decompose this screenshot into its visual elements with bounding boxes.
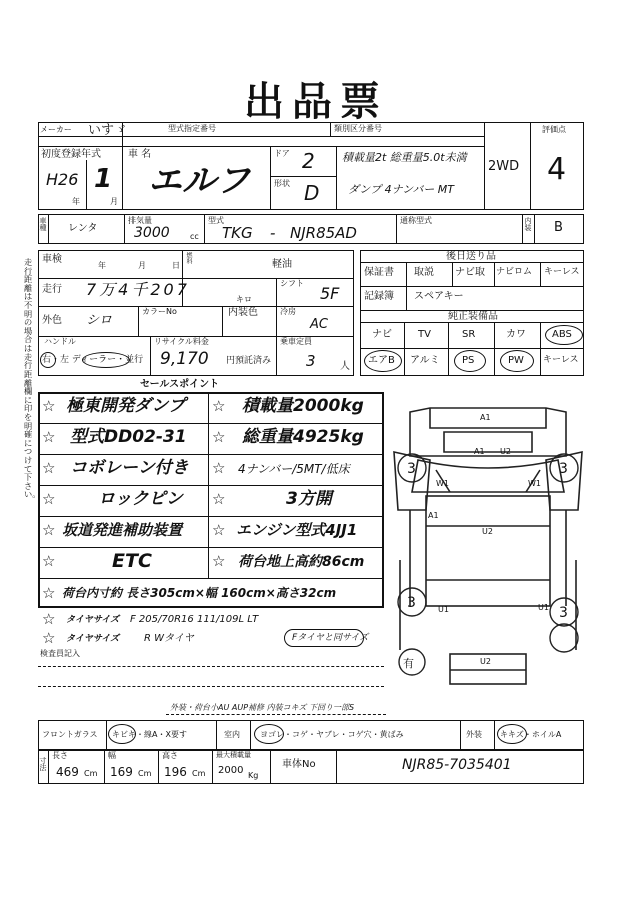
score-value: 4	[547, 152, 567, 187]
vin-value: NJR85-7035401	[402, 757, 512, 773]
sales-point-2a: 型式DD02-31	[70, 427, 187, 447]
exterior-circle	[497, 724, 527, 744]
equip-leather: カワ	[506, 329, 526, 340]
star-6a: ☆	[42, 552, 56, 570]
door-label: ドア	[274, 149, 290, 158]
era-value: H26	[46, 170, 79, 189]
equip-navi: ナビ	[372, 329, 392, 340]
bed-dimensions: 荷台内寸約 長さ305cm×幅 160cm×高さ32cm	[62, 586, 337, 600]
use-label: 車種	[39, 217, 47, 231]
type-code: NJR85AD	[290, 224, 357, 242]
length-unit: Cm	[84, 769, 98, 778]
door-value: 2	[302, 149, 315, 173]
abs-circle	[545, 325, 583, 345]
star-8: ☆	[42, 610, 56, 628]
displacement-label: 排気量	[128, 216, 152, 225]
mark-u1-left: U1	[438, 605, 449, 614]
sales-point-6a: ETC	[112, 550, 152, 572]
shape-value: D	[304, 181, 320, 205]
equip-pw: PW	[508, 355, 524, 366]
fuel-value: 軽油	[272, 259, 292, 270]
length-value: 469	[56, 765, 79, 779]
windshield-value: キビキ・線A・X要す	[112, 730, 187, 739]
mark-w1-right: W1	[528, 479, 541, 488]
record-label: 記録簿	[364, 291, 394, 302]
star-5a: ☆	[42, 521, 56, 539]
cooling-value: AC	[310, 317, 328, 332]
equip-sr: SR	[462, 329, 476, 340]
height-unit: Cm	[192, 769, 206, 778]
doc-navi-manual: ナビ取	[455, 267, 485, 278]
mark-a1-front: A1	[480, 413, 491, 422]
mark-u2-bed: U2	[482, 527, 493, 536]
recycle-note: 円預託済み	[226, 356, 272, 366]
star-9: ☆	[42, 629, 56, 647]
star-2a: ☆	[42, 428, 56, 446]
weight-value: 2000	[218, 765, 244, 776]
tire-label-2: タイヤサイズ	[66, 634, 120, 644]
inspection-year: 年	[98, 261, 106, 270]
sales-title: セールスポイント	[140, 379, 220, 390]
sales-points	[38, 392, 384, 608]
inspection-month: 月	[138, 261, 146, 270]
star-4a: ☆	[42, 490, 56, 508]
mileage-value: 7万4千207	[86, 280, 190, 299]
weight-label: 最大積載量	[216, 751, 251, 759]
weight-unit: Kg	[248, 771, 259, 780]
use-value: レンタ	[68, 223, 98, 234]
sales-point-1a: 極東開発ダンプ	[66, 396, 186, 416]
shift-value: 5F	[320, 284, 340, 303]
mark-3-rl: 3	[407, 595, 416, 611]
first-reg-label: 初度登録年式	[41, 149, 101, 160]
handle-label: ハンドル	[44, 337, 76, 346]
damage-diagram	[388, 400, 588, 692]
shape-label: 形状	[274, 179, 290, 188]
category-label: 類別区分番号	[334, 124, 382, 133]
type-dash: -	[270, 224, 276, 242]
handle-value: 右・左 ディーラー・並行	[42, 355, 144, 365]
star-3b: ☆	[212, 459, 226, 477]
tire-label-1: タイヤサイズ	[66, 615, 120, 625]
mark-u1-right: U1	[538, 603, 549, 612]
equip-keyless: キーレス	[543, 355, 579, 365]
mark-w1-left: W1	[436, 479, 449, 488]
inspection-day: 日	[172, 261, 180, 270]
cooling-label: 冷房	[280, 307, 296, 316]
km-unit: キロ	[236, 295, 252, 304]
tire-note: Fタイヤと同サイズ	[292, 633, 369, 643]
type-label: 型式	[208, 216, 224, 225]
inspection-label: 車検	[42, 254, 62, 265]
fuel-label: 燃料	[185, 252, 192, 264]
handle-right-circle	[40, 352, 56, 368]
mileage-label: 走行	[42, 284, 62, 295]
width-unit: Cm	[138, 769, 152, 778]
sales-point-2b: 総重量4925kg	[242, 427, 364, 447]
maker-label: メーカー	[40, 125, 72, 134]
equip-alloy: アルミ	[410, 355, 440, 366]
star-7: ☆	[42, 584, 56, 602]
equip-title: 純正装備品	[448, 311, 498, 322]
capacity-label: 乗車定員	[280, 337, 312, 346]
doc-warranty: 保証書	[364, 267, 394, 278]
color-no-label: カラーNo	[142, 307, 177, 316]
mark-3-fl: 3	[407, 461, 416, 477]
type-prefix: TKG	[222, 224, 253, 242]
interior-cond-label: 室内	[224, 730, 240, 739]
month-unit: 月	[110, 197, 118, 206]
doc-keyless: キーレス	[544, 267, 580, 277]
inspector-label: 検査員記入	[40, 649, 80, 658]
vin-label: 車体No	[282, 759, 316, 770]
equip-airbag: エアB	[368, 355, 395, 366]
recycle-value: 9,170	[160, 349, 209, 369]
capacity-value: 3	[306, 352, 316, 370]
equip-tv: TV	[418, 329, 431, 340]
exterior-label: 外装	[466, 730, 482, 739]
interior-color-label: 内装色	[228, 307, 258, 318]
sales-point-3b: 4ナンバー/5MT/低床	[238, 462, 350, 476]
height-value: 196	[164, 765, 187, 779]
sales-point-1b: 積載量2000kg	[242, 396, 364, 416]
sales-point-4a: ロックピン	[98, 489, 183, 509]
interior-circle	[254, 724, 284, 744]
sales-point-4b: 3方開	[286, 489, 332, 509]
width-value: 169	[110, 765, 133, 779]
spare-key: スペアキー	[414, 291, 464, 302]
year-unit: 年	[72, 197, 80, 206]
windshield-circle	[108, 724, 136, 744]
doc-navi-rom: ナビロム	[496, 267, 533, 277]
star-1a: ☆	[42, 397, 56, 415]
tire-front: F 205/70R16 111/109L LT	[130, 614, 259, 625]
windshield-label: フロントガラス	[42, 730, 98, 739]
star-3a: ☆	[42, 459, 56, 477]
airbag-circle	[364, 350, 402, 372]
length-label: 長さ	[52, 751, 68, 760]
mark-u2-rear: U2	[480, 657, 491, 666]
docs-title: 後日送り品	[446, 251, 496, 262]
color-label: 外色	[42, 315, 62, 326]
drive-value: 2WD	[488, 159, 520, 174]
car-name-label: 車 名	[128, 149, 152, 160]
side-note: 走行距離は不明の場合は走行距離欄に印を明確につけて下さい。	[24, 257, 41, 500]
mark-present: 有	[403, 657, 414, 670]
car-name: エルフ	[148, 161, 250, 201]
handle-dealer-circle	[82, 352, 130, 368]
color-value: シロ	[86, 313, 113, 328]
interior-grade: B	[554, 220, 563, 235]
sales-point-3a: コボレーン付き	[70, 458, 189, 478]
star-4b: ☆	[212, 490, 226, 508]
mark-u2-hood: U2	[500, 447, 511, 456]
interior-label: 内装	[524, 217, 532, 231]
shift-label: シフト	[280, 279, 304, 288]
footer-notes: 外装・荷台小AU AUP補修 内装コキズ 下回り一部S	[170, 703, 355, 712]
sales-point-6b: 荷台地上高約86cm	[238, 554, 365, 570]
capacity-unit: 人	[340, 361, 350, 372]
ps-circle	[454, 350, 486, 372]
mark-a1-bed: A1	[428, 511, 439, 520]
score-label: 評価点	[542, 125, 566, 134]
wheel-marks	[398, 454, 578, 675]
star-5b: ☆	[212, 521, 226, 539]
load-desc: 積載量2t 総重量5.0t未満	[342, 151, 467, 164]
star-6b: ☆	[212, 552, 226, 570]
tire-rear: R Wタイヤ	[144, 633, 194, 644]
model-spec-label: 型式指定番号	[168, 124, 216, 133]
tsuka-label: 通称型式	[400, 216, 432, 225]
interior-cond-value: ヨゴレ・コゲ・ヤブレ・コゲ穴・黄ばみ	[260, 730, 404, 739]
reg-number: 1	[94, 164, 113, 194]
doc-manual: 取説	[414, 267, 434, 278]
recycle-label: リサイクル料金	[154, 337, 209, 346]
displacement-value: 3000	[134, 225, 170, 241]
star-2b: ☆	[212, 428, 226, 446]
height-label: 高さ	[162, 751, 178, 760]
exterior-value: キキズ・ホイルA	[500, 730, 562, 739]
tire-note-circle	[284, 629, 364, 647]
width-label: 幅	[108, 751, 116, 760]
sales-point-5a: 坂道発進補助装置	[62, 521, 183, 539]
page-title: 出品票	[244, 79, 388, 125]
pw-circle	[500, 350, 534, 372]
maker-value: いすゞ	[88, 123, 128, 138]
equip-abs: ABS	[552, 329, 572, 340]
star-1b: ☆	[212, 397, 226, 415]
cc-unit: cc	[190, 232, 199, 241]
mark-3-fr: 3	[559, 461, 568, 477]
dims-label: 寸法	[39, 757, 47, 771]
mark-a1-hood: A1	[474, 447, 485, 456]
sales-point-5b: エンジン型式4JJ1	[236, 521, 358, 539]
body-desc: ダンプ 4ナンバー MT	[348, 183, 454, 196]
equip-ps: PS	[462, 355, 475, 366]
mark-3-rr: 3	[559, 605, 568, 621]
